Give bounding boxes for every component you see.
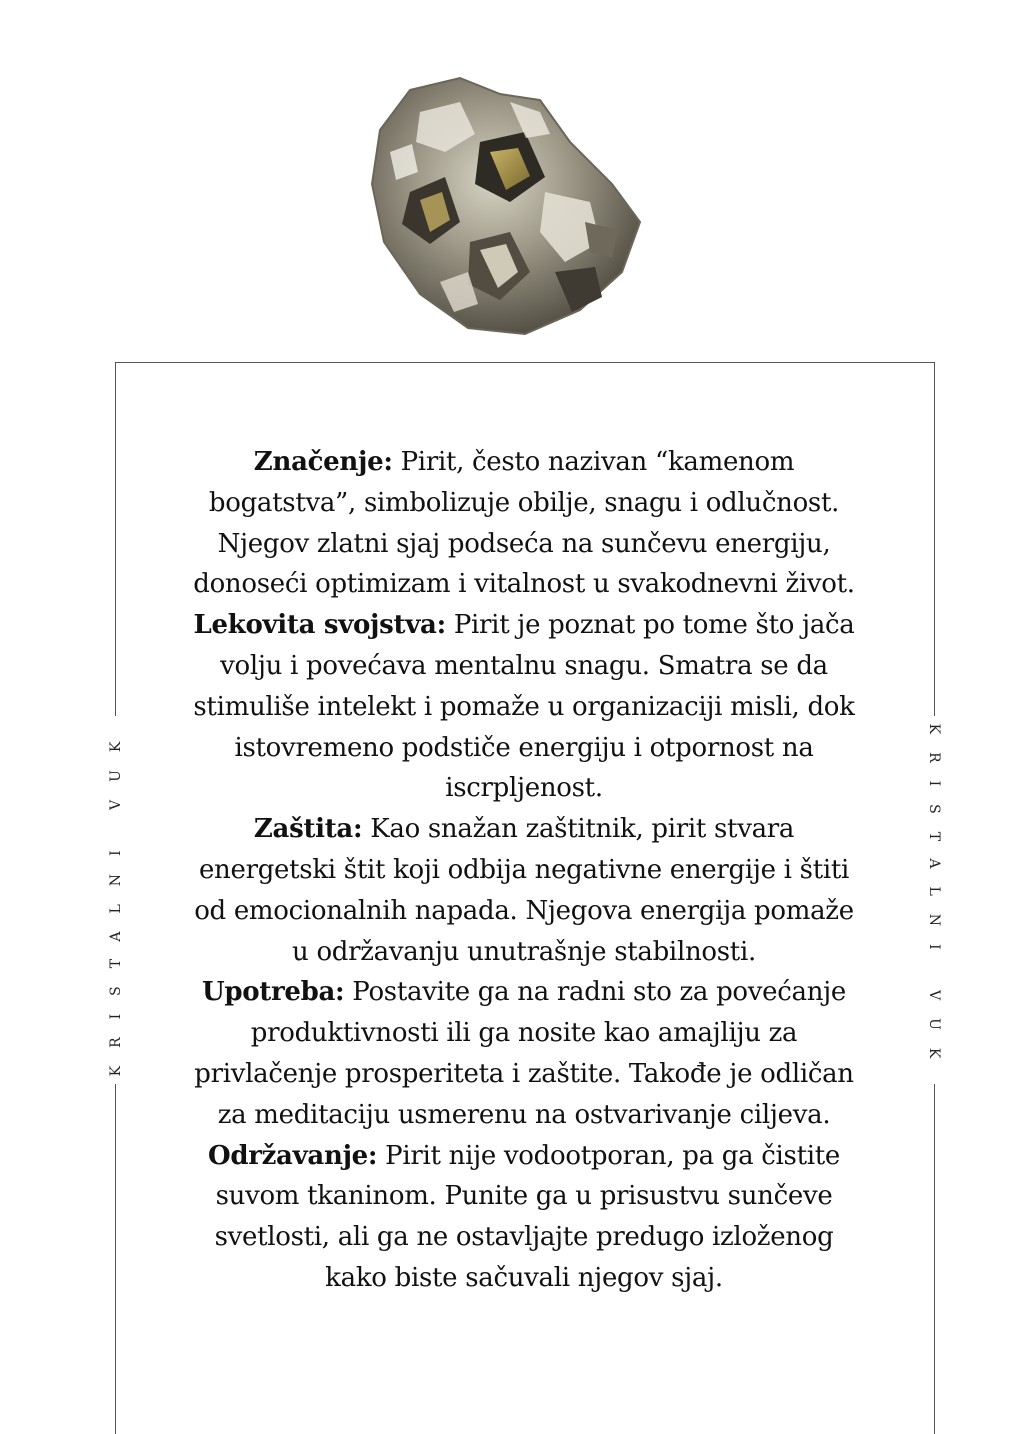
section-protection: [190, 809, 858, 972]
section-text: Pirit nije vodootporan, pa ga čistite suvom tkaninom. Punite ga u prisustvu sunčeve svetlosti, ali ga ne ostavljajte predugo izloženog kako biste sačuvali njegov sjaj.: [214, 1140, 841, 1293]
pyrite-stone-image: [350, 72, 650, 342]
frame-right-line-upper: [934, 362, 935, 716]
section-label: Upotreba:: [201, 977, 345, 1008]
section-usage: [190, 972, 858, 1135]
section-label: Značenje:: [253, 447, 393, 477]
frame-right-line-lower: [934, 1084, 935, 1434]
section-label: Održavanje:: [207, 1140, 378, 1171]
side-label-left: KRISTALNI VUK: [108, 723, 124, 1077]
frame-left-line-lower: [115, 1084, 116, 1434]
section-label: Lekovita svojstva:: [193, 610, 446, 641]
frame-top-line: [115, 362, 935, 363]
frame-left-line-upper: [115, 362, 116, 716]
section-text: Pirit, često nazivan “kamenom bogatstva”, simbolizuje obilje, snagu i odlučnost. Njegov zlatni sjaj podseća na sunčevu energiju, donoseći optimizam i vitalnost u svakodnevni život.: [193, 447, 855, 600]
section-maintenance: [190, 1136, 858, 1299]
description-text: [190, 442, 858, 1299]
section-text: Postavite ga na radni sto za povećanje produktivnosti ili ga nosite kao amajliju za privlačenje prosperiteta i zaštite. Takođe je odličan za meditaciju usmerenu na ostvarivanje ciljeva.: [194, 977, 854, 1130]
section-healing-properties: [190, 605, 858, 809]
side-label-right: KRISTALNI VUK: [926, 723, 942, 1077]
section-text: Pirit je poznat po tome što jača volju i povećava mentalnu snagu. Smatra se da stimuliše intelekt i pomaže u organizaciji misli, dok istovremeno podstiče energiju i otpornost na iscrpljenost.: [193, 610, 855, 804]
section-meaning: [190, 442, 858, 605]
section-label: Zaštita:: [253, 814, 363, 845]
section-text: Kao snažan zaštitnik, pirit stvara energetski štit koji odbija negativne energije i štiti od emocionalnih napada. Njegova energija pomaže u održavanju unutrašnje stabilnosti.: [194, 814, 854, 967]
